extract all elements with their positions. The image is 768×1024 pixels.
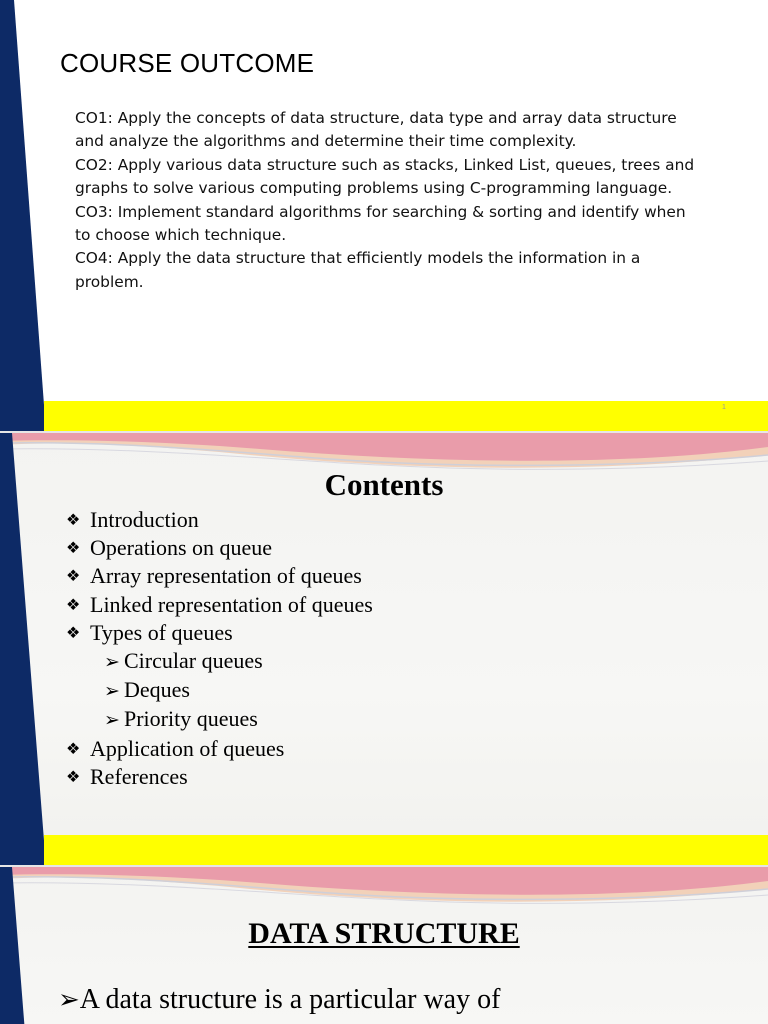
diamond-bullet-icon: ❖ [66,624,81,642]
contents-item: ❖ Types of queues [66,619,373,647]
contents-item: ❖ Operations on queue [66,534,373,562]
outcome-co2: CO2: Apply various data structure such as stacks, Linked List, queues, trees and graphs to solve various computing problems using C-programming language. [75,155,695,198]
diamond-bullet-icon: ❖ [66,568,81,586]
slide-contents [0,433,768,866]
definition-bullet: ➢A data structure is a particular way of [58,984,501,1015]
contents-item: ❖ Application of queues [66,735,373,763]
contents-item: ❖ References [66,763,373,791]
diamond-bullet-icon: ❖ [66,596,81,614]
diamond-bullet-icon: ❖ [66,768,81,786]
contents-subitem: ➢ Circular queues [66,647,373,676]
yellow-footer-bar [44,835,768,866]
slide-title: COURSE OUTCOME [60,48,315,78]
arrow-bullet-icon: ➢ [58,985,80,1014]
diamond-bullet-icon: ❖ [66,740,81,758]
contents-list [66,506,373,791]
arrow-bullet-icon: ➢ [104,710,120,732]
course-outcomes-list [75,107,695,294]
contents-item: ❖ Array representation of queues [66,562,373,590]
data-structure-heading: DATA STRUCTURE [248,917,520,950]
diamond-bullet-icon: ❖ [66,512,81,529]
slide-data-structure [0,867,768,1024]
arrow-bullet-icon: ➢ [104,652,120,674]
navy-side-wedge [0,0,48,432]
yellow-footer-bar [44,401,768,431]
contents-subitem: ➢ Priority queues [66,705,373,734]
outcome-co1: CO1: Apply the concepts of data structure, data type and array data structure and analyze the algorithms and determine their time complexity. [75,109,677,151]
slide-course-outcome [0,0,768,432]
contents-item: ❖ Linked representation of queues [66,591,373,619]
outcome-co4: CO4: Apply the data structure that efficiently models the information in a problem. [75,249,641,291]
contents-item: ❖ Introduction [66,506,373,534]
diamond-bullet-icon: ❖ [66,540,81,558]
outcome-co3: CO3: Implement standard algorithms for searching & sorting and identify when to choose which technique. [75,202,686,245]
contents-subitem: ➢ Deques [66,676,373,705]
arrow-bullet-icon: ➢ [104,681,120,703]
contents-heading: Contents [324,467,444,502]
page-number: 1 [722,404,726,411]
